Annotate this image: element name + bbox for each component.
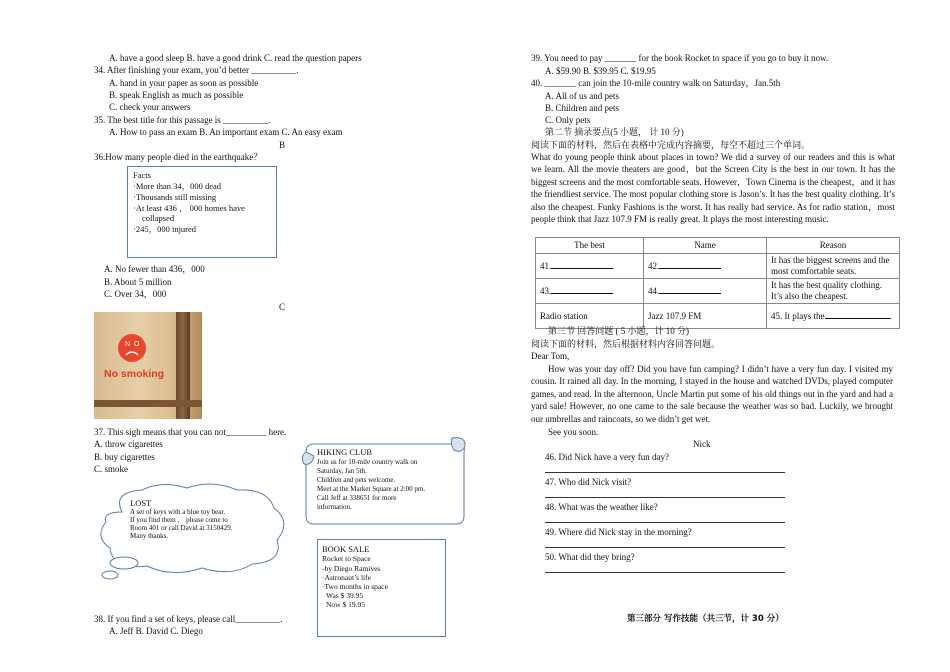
q37-option-a: A. throw cigarettes: [94, 439, 163, 449]
sign-text: No smoking: [104, 368, 165, 380]
q34-stem: 34. After finishing your exam, you’d better __________.: [94, 65, 299, 75]
letter-signature: Nick: [693, 439, 711, 449]
question-46: 46. Did Nick have a very fun day?: [545, 452, 669, 462]
book-line: Rocket to Space: [322, 554, 371, 563]
q38-options: A. Jeff B. David C. Diego: [109, 626, 203, 636]
question-49: 49. Where did Nick stay in the morning?: [545, 527, 692, 537]
q36-option-c: C. Over 34，000: [104, 289, 167, 299]
question-48: 48. What was the weather like?: [545, 502, 658, 512]
section3-instruction: 阅读下面的材料，然后根据材料内容回答问题。: [531, 339, 721, 349]
hiking-title: HIKING CLUB: [317, 447, 373, 457]
answer-line-49[interactable]: [545, 547, 785, 548]
hiking-line: information.: [317, 503, 352, 511]
no-smoking-symbol-icon: [118, 334, 146, 362]
lost-title: LOST: [130, 498, 152, 508]
letter-salutation: Dear Tom,: [531, 351, 570, 361]
book-line: Was $ 39.95: [326, 591, 364, 600]
q34-option-c: C. check your answers: [109, 102, 191, 112]
summary-table: [535, 237, 900, 329]
facts-title: Facts: [133, 170, 151, 180]
q35-stem: 35. The best title for this passage is __________.: [94, 115, 271, 125]
facts-box: [127, 166, 277, 258]
q39-stem: 39. You need to pay _______ for the book Rocket to space if you go to buy it now.: [531, 53, 829, 63]
answer-line-48[interactable]: [545, 522, 785, 523]
q40-option-c: C. Only pets: [545, 115, 591, 125]
section2-instruction: 阅读下面的材料，然后在表格中完成内容摘要，每空不超过三个单词。: [531, 140, 811, 150]
section3-title: 第三节 回答问题 ( 5 小题，计 10 分): [548, 326, 689, 336]
answer-line-47[interactable]: [545, 497, 785, 498]
table-row: [536, 254, 900, 279]
q36-stem: 36.How many people died in the earthquake？: [94, 152, 263, 162]
book-line: ·Two months in space: [322, 582, 388, 591]
hiking-line: Meet at the Market Square at 2:00 pm.: [317, 485, 426, 493]
q36-option-a: A. No fewer than 436，000: [104, 264, 205, 274]
lost-line: Room 401 or call David at 3150429.: [130, 524, 233, 532]
q40-option-a: A. All of us and pets: [545, 91, 619, 101]
hiking-line: Children and pets welcome.: [317, 476, 396, 484]
section2-title: 第二节 摘录要点(5 小题， 计 10 分): [545, 127, 684, 137]
table-cell: It has the biggest screens and the most comfortable seats.: [767, 254, 900, 279]
table-header: The best: [536, 238, 644, 254]
answer-line-46[interactable]: [545, 472, 785, 473]
question-47: 47. Who did Nick visit?: [545, 477, 632, 487]
q37-stem: 37. This sigh means that you can not_________ here.: [94, 427, 287, 437]
lost-line: A set of keys with a blue toy bear.: [130, 508, 226, 516]
table-cell: Radio station: [536, 304, 644, 329]
table-header: Name: [644, 238, 767, 254]
survey-passage: What do young people think about places in town? We did a survey of our readers and this is what we learn. All the movie theaters are good，but the Screen City is the best in our town. It has the biggest screens and the most comfortable seats. However，Town Cinema is the cheapest，and it has the friendliest service. The most popular clothing store is Jason’s. It has the best quality clothing. It’s also the cheapest. Funky Fashions is the worst. It has really bad service. As for radio station，most people think that Jazz 107.9 FM is really great. It plays the most interesting music.: [531, 152, 895, 225]
q33-options: A. have a good sleep B. have a good drink C. read the question papers: [109, 53, 362, 63]
wooden-bar: [94, 400, 202, 407]
question-50: 50. What did they bring?: [545, 552, 635, 562]
table-cell[interactable]: 43.: [536, 279, 644, 304]
book-title: BOOK SALE: [322, 544, 370, 554]
fact-line: ·More than 34，000 dead: [133, 181, 222, 191]
answer-c-label: C: [279, 302, 286, 312]
q34-option-a: A. hand in your paper as soon as possible: [109, 78, 259, 88]
q38-stem: 38. If you find a set of keys, please call__________.: [94, 614, 283, 624]
fact-line: ·At least 436 ， 000 homes have: [133, 203, 245, 213]
table-cell: Jazz 107.9 FM: [644, 304, 767, 329]
q40-option-b: B. Children and pets: [545, 103, 619, 113]
table-row: [536, 279, 900, 304]
hiking-line: Saturday, Jan 5th.: [317, 467, 367, 475]
book-line: ·Astronaut’s life: [322, 573, 371, 582]
table-cell[interactable]: 45. It plays the: [767, 304, 900, 329]
q36-option-b: B. About 5 million: [104, 277, 172, 287]
fact-line: ·Thousands still missing: [133, 192, 217, 202]
part3-title: 第三部分 写作技能（共三节，计 30 分）: [627, 614, 784, 624]
q37-option-b: B. buy cigarettes: [94, 452, 155, 462]
no-smoking-photo: [94, 312, 202, 419]
book-line: -by Diego Ramives: [322, 564, 381, 573]
q39-options: A. $59.90 B. $39.95 C. $19.95: [545, 66, 656, 76]
hiking-line: Join us for 10-mile country walk on: [317, 458, 418, 466]
fact-line: ·245，000 injured: [133, 224, 197, 234]
book-line: Now $ 19.95: [326, 600, 365, 609]
q40-stem: 40. _______ can join the 10-mile country walk on Saturday，Jan.5th: [531, 78, 781, 88]
q37-option-c: C. smoke: [94, 464, 129, 474]
letter-closing: See you soon.: [548, 427, 599, 437]
svg-text:O: O: [134, 341, 140, 348]
q35-options: A. How to pass an exam B. An important exam C. An easy exam: [109, 127, 343, 137]
lost-line: Many thanks.: [130, 532, 169, 540]
answer-line-50[interactable]: [545, 572, 785, 573]
table-cell[interactable]: 42.: [644, 254, 767, 279]
table-cell[interactable]: 44.: [644, 279, 767, 304]
table-cell: It has the best quality clothing. It’s also the cheapest.: [767, 279, 900, 304]
letter-body: How was your day off? Did you have fun camping? I didn’t have a very fun day. I visited my cousin. It rained all day. In the morning, I stayed in the house and watched DVDs, played computer games, and read. In the afternoon, Uncle Martin put some of his old things out in the yard and had a yard sale! However, no one came to the sale because the weather was so bad. Luckily, we brought our umbrellas and raincoats, so we didn’t get wet.: [531, 364, 893, 424]
answer-b-label: B: [279, 140, 286, 150]
q34-option-b: B. speak English as much as possible: [109, 90, 244, 100]
table-cell[interactable]: 41.: [536, 254, 644, 279]
table-header: Reason: [767, 238, 900, 254]
hiking-line: Call Jeff at 338651 for more: [317, 494, 397, 502]
fact-line: collapsed: [142, 213, 175, 223]
lost-line: If you find them ， please come to: [130, 516, 228, 524]
svg-text:N: N: [125, 341, 131, 348]
